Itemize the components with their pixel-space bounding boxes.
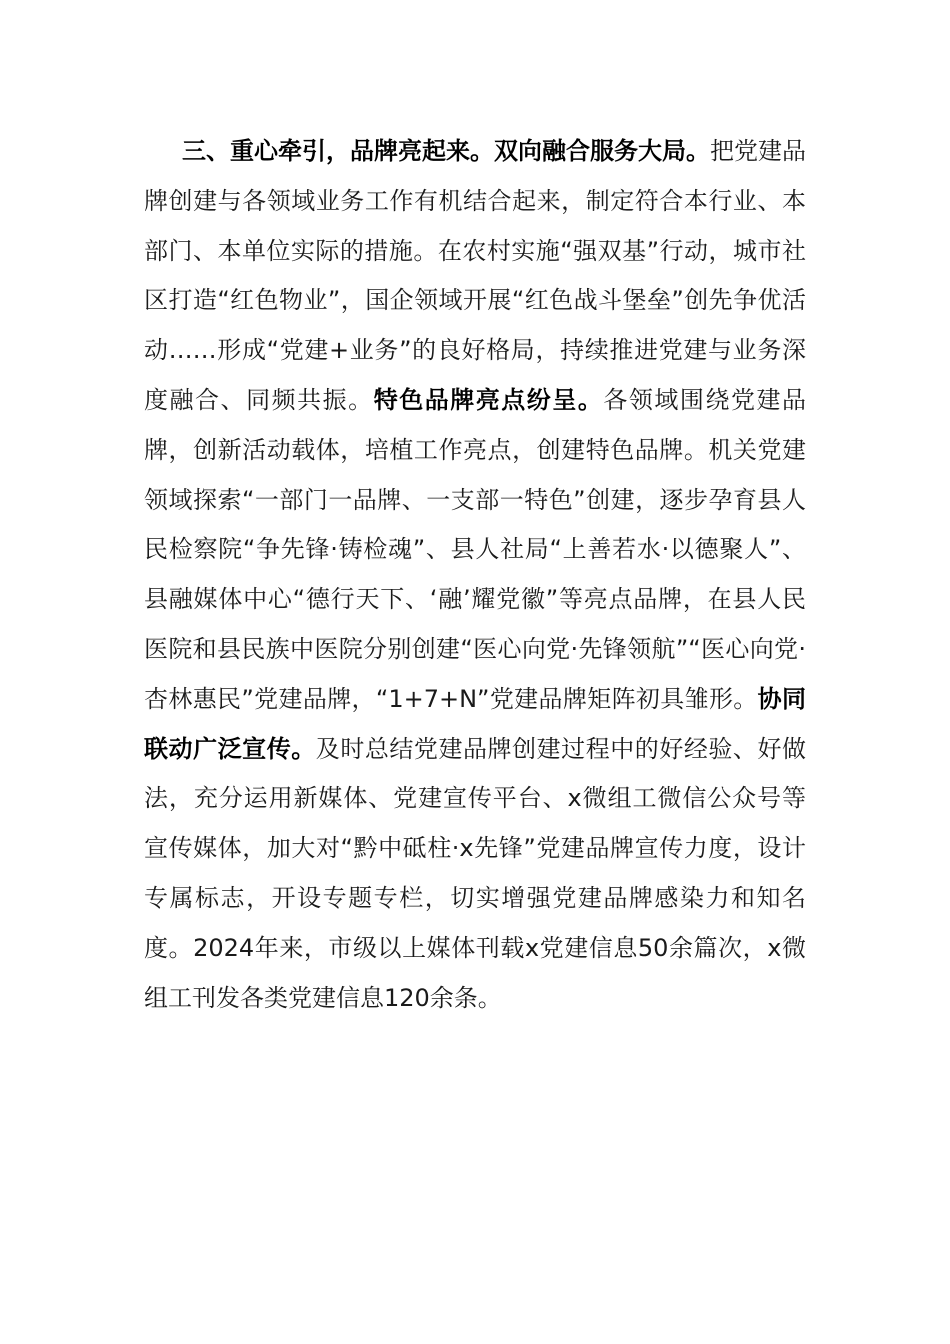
- paragraph-text-featured-brands: 各领域围绕党建品牌，创新活动载体，培植工作亮点，创建特色品牌。机关党建领域探索“一部门一品牌、一支部一特色”创建，逐步孕育县人民检察院“争先锋·铸检魂”、县人社局“上善若水·以德聚人”、县融媒体中心“德行天下、‘融’耀党徽”等亮点品牌，在县人民医院和县民族中医院分别创建“医心向党·先锋领航”“医心向党·杏林惠民”党建品牌，“1+7+N”党建品牌矩阵初具雏形。: [144, 385, 807, 713]
- subheading-publicity: 协同联动广泛宣传。: [144, 684, 807, 763]
- subheading-integration: 双向融合服务大局。: [494, 137, 710, 165]
- subheading-featured-brands: 特色品牌亮点纷呈。: [373, 385, 604, 414]
- paragraph-text-integration: 把党建品牌创建与各领域业务工作有机结合起来，制定符合本行业、本部门、本单位实际的措施。在农村实施“强双基”行动，城市社区打造“红色物业”，国企领域开展“红色战斗堡垒”创先争优活动……形成“党建+业务”的良好格局，持续推进党建与业务深度融合、同频共振。: [144, 137, 806, 414]
- section-heading: 三、重心牵引，品牌亮起来。: [182, 137, 494, 165]
- paragraph-text-publicity: 及时总结党建品牌创建过程中的好经验、好做法，充分运用新媒体、党建宣传平台、x微组工微信公众号等宣传媒体，加大对“黔中砥柱·x先锋”党建品牌宣传力度，设计专属标志，开设专题专栏，切实增强党建品牌感染力和知名度。2024年来，市级以上媒体刊载x党建信息50余篇次，x微组工刊发各类党建信息120余条。: [144, 734, 807, 1012]
- body-paragraph: [144, 127, 806, 1023]
